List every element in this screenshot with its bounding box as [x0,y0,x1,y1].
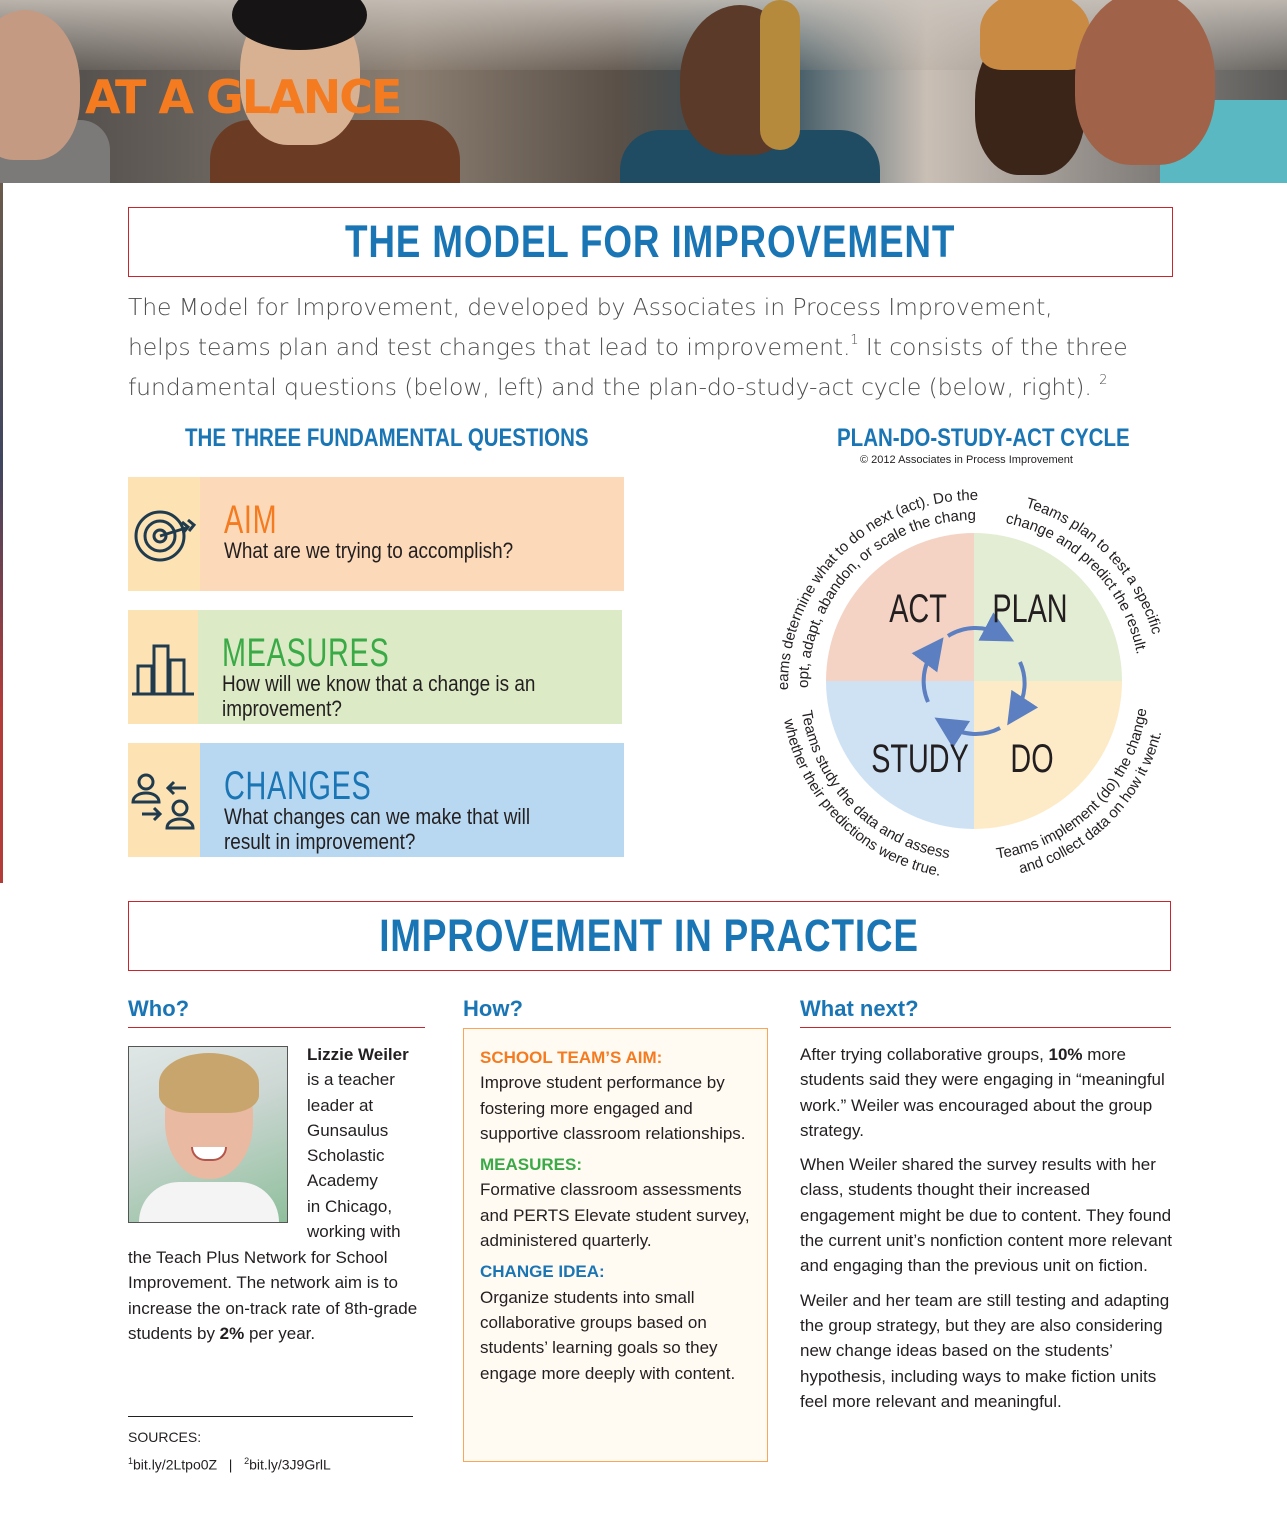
act-arc-text-2: opt, adapt, abandon, or scale the chang [794,506,976,688]
bio-line: is a teacher [307,1070,395,1090]
aim-text: What are we trying to accomplish? [224,538,514,563]
aim-description: Improve student performance by fostering more engaged and supportive classroom relationships. [480,1073,746,1143]
aim-label: SCHOOL TEAM’S AIM: [480,1048,663,1067]
intro-line-3: fundamental questions (below, left) and the plan-do-study-act cycle (below, right). [128,372,1092,401]
measures-text: How will we know that a change is an improvement? [222,671,536,721]
changes-text: What changes can we make that will result in improvement? [224,804,531,854]
who-heading: Who? [128,996,425,1028]
aim-body [200,477,624,591]
changes-body [200,743,624,857]
question-card-changes [128,743,622,857]
change-idea-description: Organize students into small collaborative groups based on students’ learning goals so they engage more deeply with content. [480,1287,736,1383]
bio-line: leader at [307,1095,374,1115]
people-exchange-icon [128,743,200,857]
p1-percent: 10% [1048,1045,1083,1064]
model-heading-box [128,207,1173,277]
sources-label: SOURCES: [128,1429,202,1445]
bio-line: Scholastic [307,1146,385,1166]
bio-rest-text: the Teach Plus Network for School Improvement. The network aim is to increase the on-track rate of 8th-grade students by [128,1248,418,1343]
bio-line: in Chicago, [307,1196,393,1216]
measures-description: Formative classroom assessments and PERTS Elevate student survey, administered quarterly. [480,1180,750,1251]
measures-body [198,610,622,724]
change-idea-label: CHANGE IDEA: [480,1262,605,1282]
bio-percent: 2% [219,1323,245,1343]
question-card-measures [128,610,622,724]
pdsa-act-label: ACT [889,586,947,632]
how-box [463,1028,768,1462]
bio-rest-end: per year. [244,1323,316,1343]
measures-title: MEASURES [222,631,390,675]
banner-title: AT A GLANCE [85,70,401,124]
practice-heading-box [128,901,1171,971]
source-1-link[interactable]: bit.ly/2Ltpo0Z [133,1456,218,1473]
p1-end: more students said they were engaging in “meaningful work.” Weiler was encouraged about the group strategy. [800,1045,1165,1140]
intro-line-2b: It consists of the three [865,332,1128,361]
pdsa-do-label: DO [1010,736,1054,782]
study-arc-text-2: whether their predictions were true. [780,717,943,880]
pdsa-copyright: © 2012 Associates in Process Improvement [860,454,1073,466]
what-next-paragraph-1 [800,1042,1172,1143]
who-bio-rest [128,1245,428,1346]
who-bio-side [307,1042,427,1244]
pdsa-cycle-diagram [760,470,1190,890]
questions-heading: THE THREE FUNDAMENTAL QUESTIONS [185,424,589,452]
plan-arc-text-2: change and predict the result. [1004,510,1150,656]
aim-title: AIM [224,498,278,542]
teacher-photo [128,1046,288,1223]
how-heading: How? [463,996,523,1021]
bio-line: Academy [307,1171,378,1191]
study-arc-text-1: Teams study the data and assess [797,708,952,863]
sources [128,1416,413,1477]
changes-title: CHANGES [224,764,372,808]
teacher-name: Lizzie Weiler [307,1045,409,1064]
banner-photo [0,0,1287,183]
model-heading: THE MODEL FOR IMPROVEMENT [345,216,956,267]
pdsa-heading: PLAN-DO-STUDY-ACT CYCLE [837,424,1130,452]
do-arc-text-1: Teams implement (do) the change [995,707,1151,863]
left-edge-strip [0,183,3,883]
bio-line: Gunsaulus [307,1120,389,1140]
footnote-ref-2: 2 [1099,372,1108,388]
practice-heading: IMPROVEMENT IN PRACTICE [379,910,920,961]
sources-separator: | [228,1456,233,1473]
what-next-paragraph-3: Weiler and her team are still testing and adapting the group strategy, but they are also considering new change ideas based on the students’ hypothesis, including ways to make fiction units feel more relevant and meaningful. [800,1290,1170,1411]
plan-arc-text-1: Teams plan to test a specific [1023,494,1166,637]
p1-start: After trying collaborative groups, [800,1045,1049,1064]
bar-chart-icon [128,610,198,724]
target-icon [128,477,200,591]
intro-line-1: The Model for Improvement, developed by Associates in Process Improvement, [128,293,1053,321]
source-2-link[interactable]: bit.ly/3J9GrlL [249,1456,331,1473]
intro-line-2: helps teams plan and test changes that lead to improvement. [128,332,851,361]
bio-line: working with [307,1222,401,1242]
pdsa-plan-label: PLAN [992,586,1068,632]
what-next-paragraph-2: When Weiler shared the survey results with her class, students thought their increased engagement might be due to content. They found the current unit’s nonfiction content more relevant and engaging than the previous unit on fiction. [800,1155,1173,1276]
what-next-heading: What next? [800,996,1171,1028]
source-1-num: 1 [128,1456,134,1466]
source-2-num: 2 [244,1456,250,1466]
sources-links [128,1449,413,1477]
pdsa-study-label: STUDY [871,736,969,782]
footnote-ref-1: 1 [850,333,859,348]
question-card-aim [128,477,622,591]
measures-label: MEASURES: [480,1155,583,1175]
act-arc-text-1: eams determine what to do next (act). Do the [774,486,979,691]
do-arc-text-2: and collect data on how it went. [1016,729,1166,878]
intro-paragraph [128,289,1168,405]
what-next-text [800,1042,1172,1414]
